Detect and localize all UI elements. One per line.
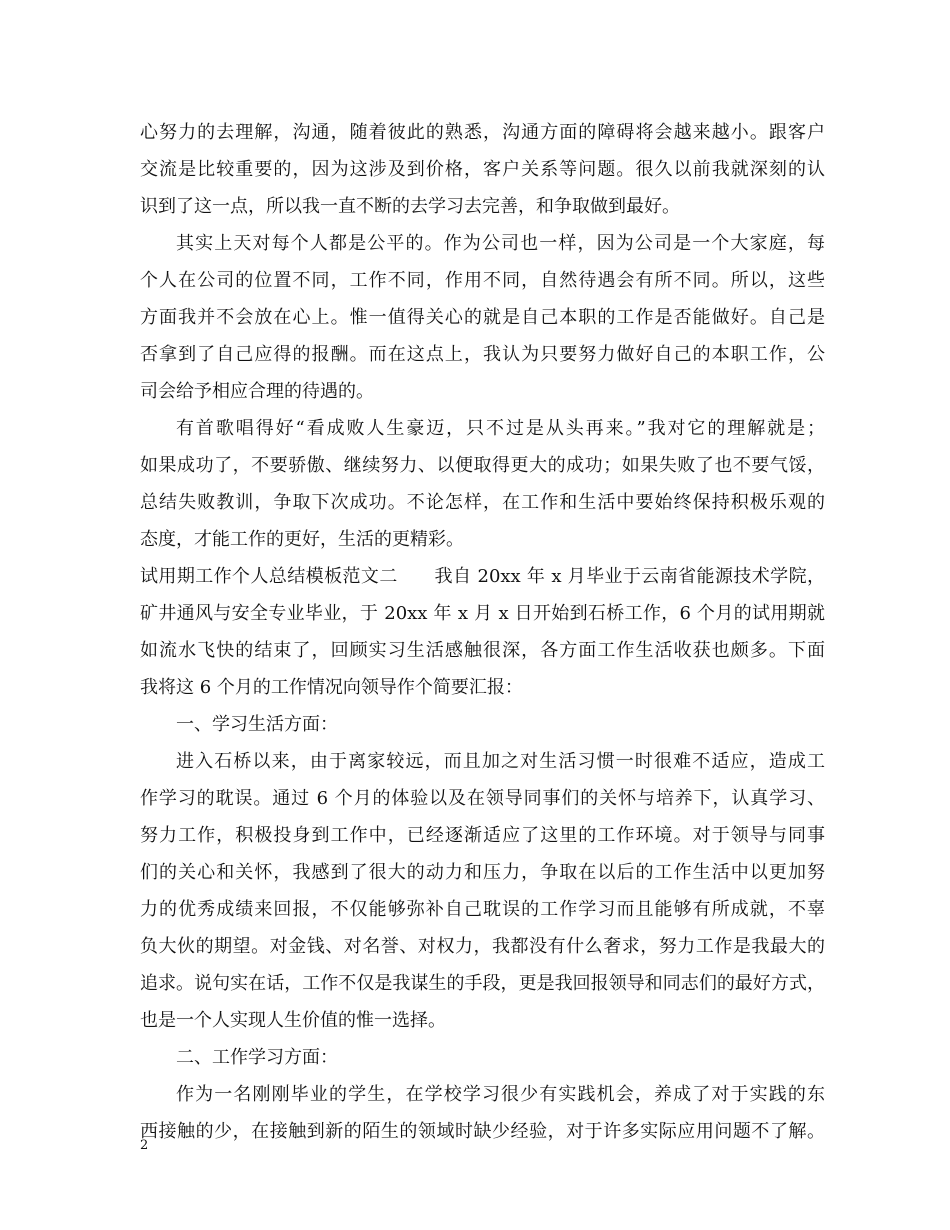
text-line: 一、学习生活方面： [176,714,338,735]
text-line: 也是一个人实现人生价值的惟一选择。 [140,1010,446,1031]
text-line: 态度，才能工作的更好，生活的更精彩。 [140,529,464,550]
text-line: 们的关心和关怀，我感到了很大的动力和压力，争取在以后的工作生活中以更加努 [140,862,825,883]
text-line: 识到了这一点，所以我一直不断的去学习去完善，和争取做到最好。 [140,196,680,217]
text-line: 总结失败教训，争取下次成功。不论怎样，在工作和生活中要始终保持积极乐观的 [140,492,825,513]
document-body [140,114,825,1150]
page-number: 2 [140,1138,149,1153]
text-line: 我将这 6 个月的工作情况向领导作个简要汇报： [140,677,523,698]
text-line: 心努力的去理解，沟通，随着彼此的熟悉，沟通方面的障碍将会越来越小。跟客户 [140,122,825,143]
text-line: 试用期工作个人总结模板范文二 我自 20xx 年 x 月毕业于云南省能源技术学院， [140,566,825,587]
text-line: 有首歌唱得好“看成败人生豪迈，只不过是从头再来。”我对它的理解就是； [176,418,825,439]
text-line: 否拿到了自己应得的报酬。而在这点上，我认为只要努力做好自己的本职工作，公 [140,344,825,365]
text-line: 司会给予相应合理的待遇的。 [140,381,374,402]
text-line: 西接触的少，在接触到新的陌生的领域时缺少经验，对于许多实际应用问题不了解。 [140,1121,825,1142]
text-line: 努力工作，积极投身到工作中，已经逐渐适应了这里的工作环境。对于领导与同事 [140,825,825,846]
text-line: 交流是比较重要的，因为这涉及到价格，客户关系等问题。很久以前我就深刻的认 [140,159,825,180]
text-line: 矿井通风与安全专业毕业，于 20xx 年 x 月 x 日开始到石桥工作，6 个月的试用期就 [140,603,825,624]
text-line: 其实上天对每个人都是公平的。作为公司也一样，因为公司是一个大家庭，每 [176,233,825,254]
text-line: 作学习的耽误。通过 6 个月的体验以及在领导同事们的关怀与培养下，认真学习、 [140,788,825,809]
text-line: 进入石桥以来，由于离家较远，而且加之对生活习惯一时很难不适应，造成工 [176,751,825,772]
text-line: 如流水飞快的结束了，回顾实习生活感触很深，各方面工作生活收获也颇多。下面 [140,640,825,661]
text-line: 二、工作学习方面： [176,1047,338,1068]
text-line: 负大伙的期望。对金钱、对名誉、对权力，我都没有什么奢求，努力工作是我最大的 [140,936,825,957]
text-line: 方面我并不会放在心上。惟一值得关心的就是自己本职的工作是否能做好。自己是 [140,307,825,328]
text-line: 如果成功了，不要骄傲、继续努力、以便取得更大的成功；如果失败了也不要气馁， [140,455,825,476]
text-line: 追求。说句实在话，工作不仅是我谋生的手段，更是我回报领导和同志们的最好方式， [140,973,825,994]
text-line: 个人在公司的位置不同，工作不同，作用不同，自然待遇会有所不同。所以，这些 [140,270,825,291]
text-line: 作为一名刚刚毕业的学生，在学校学习很少有实践机会，养成了对于实践的东 [176,1084,825,1105]
text-line: 力的优秀成绩来回报，不仅能够弥补自己耽误的工作学习而且能够有所成就，不辜 [140,899,825,920]
